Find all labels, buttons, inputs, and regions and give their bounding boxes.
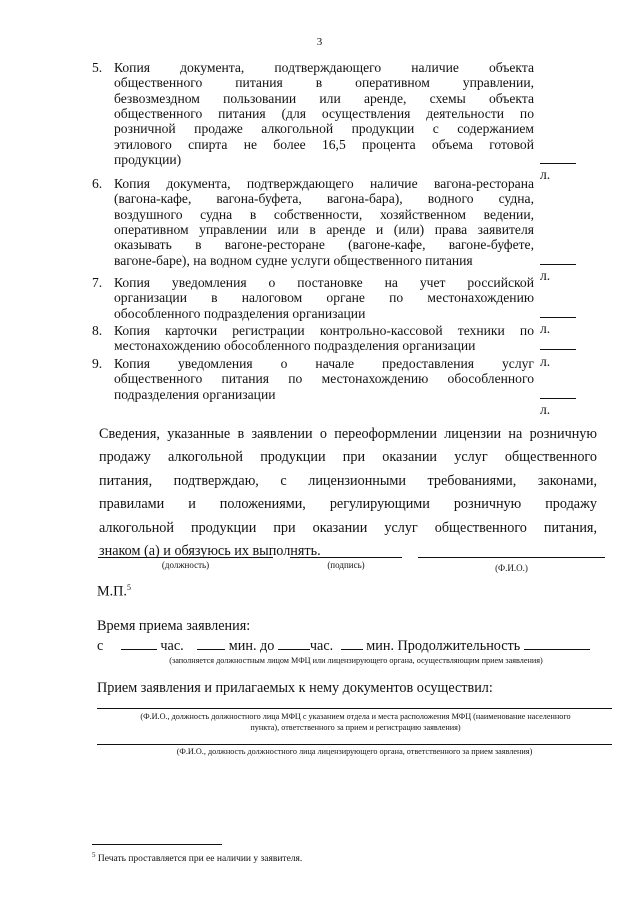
page-count-unit: л. [540, 401, 551, 417]
declaration-line: знаком (а) и обязуюсь их выполнять. [99, 543, 321, 560]
fio-line[interactable] [418, 557, 605, 558]
item-text-line: Копия карточки регистрации контрольно-кассовой техники по [114, 323, 534, 338]
item-text-line: Копия документа, подтверждающего наличие объекта [114, 60, 534, 75]
footnote-separator [92, 844, 222, 845]
item-text-line: Копия уведомления о постановке на учет российской [114, 275, 534, 290]
page-count-blank[interactable] [540, 338, 576, 350]
mfc-officer-caption: (Ф.И.О., должность должностного лица МФЦ с указанием отдела и места расположения МФЦ (наименование населенного пункта), ответственного за прием и регистрацию заявления) [140, 712, 571, 732]
item-text-line: этилового спирта не более 16,5 процента объема готовой [114, 136, 534, 152]
item-number: 5. [92, 60, 103, 75]
duration-field[interactable] [524, 637, 590, 650]
item-text-line: воздушного судна в собственности, хозяйственном ведении, [114, 206, 534, 222]
declaration-line: правилами и положениями, регулирующими розничную продажу [99, 496, 597, 513]
accepted-title: Прием заявления и прилагаемых к нему документов осуществил: [97, 680, 493, 696]
item-number: 6. [92, 176, 103, 191]
item-text-line: общественного питания по местонахождению обособленного [114, 371, 534, 387]
page-count-unit: л. [540, 320, 551, 336]
page-number: 3 [316, 36, 323, 48]
footnote-ref: 5 [126, 583, 131, 592]
reception-note: (заполняется должностным лицом МФЦ или лицензирующего органа, осуществляющим прием заявления) [169, 656, 543, 665]
item-text-line: продукции) [114, 151, 182, 167]
item-text-line: Копия документа, подтверждающего наличие вагона-ресторана [114, 176, 534, 191]
signature-caption: (подпись) [327, 560, 365, 570]
page-count-blank[interactable] [540, 387, 576, 399]
page-count-unit: л. [540, 353, 551, 369]
licensing-officer-line[interactable] [97, 744, 612, 745]
item-text-line: оказывать в вагоне-ресторане (вагоне-кафе, вагоне-буфете, [114, 237, 534, 253]
page-count-blank[interactable] [540, 306, 576, 318]
position-line[interactable] [98, 557, 273, 558]
page-count-blank[interactable] [540, 253, 576, 265]
page-count-blank[interactable] [540, 152, 576, 164]
item-number: 8. [92, 323, 103, 338]
reception-time-title: Время приема заявления: [97, 618, 251, 634]
item-text-line: розничной продаже алкогольной продукции с содержанием [114, 121, 534, 137]
footnote: $^5$ Печать проставляется при ее наличии у заявителя. [92, 851, 303, 865]
item-text-line: общественного питания (для осуществления деятельности по [114, 105, 534, 121]
page-count-field[interactable] [540, 387, 597, 418]
licensing-officer-caption: (Ф.И.О., должность должностного лица лицензирующего органа, ответственного за прием заявления) [176, 747, 533, 756]
page-count-field[interactable] [540, 253, 597, 284]
page-count-field[interactable] [540, 338, 597, 369]
end-minutes-field[interactable] [341, 637, 363, 650]
item-number: 7. [92, 275, 103, 290]
item-text-line: подразделения организации [114, 386, 276, 402]
stamp-place: М.П.$^5$ [97, 583, 131, 600]
start-minutes-field[interactable] [197, 637, 225, 650]
item-text-line: вагоне-баре), на водном судне услуги общественного питания [114, 252, 473, 268]
position-caption: (должность) [161, 560, 210, 570]
page-count-unit: л. [540, 267, 551, 283]
item-text-line: безвозмездном пользовании или аренде, схемы объекта [114, 90, 534, 106]
declaration-paragraph [99, 423, 597, 563]
item-text-line: (вагона-кафе, вагона-буфета, вагона-бара), водного судна, [114, 191, 534, 207]
item-text-line: обособленного подразделения организации [114, 305, 366, 321]
reception-time-row: с час. мин. до час. мин. Продолжительность [97, 637, 615, 655]
start-hours-field[interactable] [121, 637, 157, 650]
item-text-line: местонахождению обособленного подразделения организации [114, 338, 476, 354]
item-text-line: организации в налоговом органе по местонахождению [114, 290, 534, 306]
item-text-line: общественного питания в оперативном управлении, [114, 75, 534, 91]
declaration-line: питания, подтверждаю, с лицензионными требованиями, законами, [99, 472, 597, 489]
page-count-field[interactable] [540, 152, 597, 183]
page-count-unit: л. [540, 167, 551, 183]
declaration-line: алкогольной продукции при оказании услуг общественного питания, [99, 519, 597, 536]
declaration-line: Сведения, указанные в заявлении о переоформлении лицензии на розничную [99, 426, 597, 442]
item-text-line: оперативном управлении или в аренде и (или) права заявителя [114, 221, 534, 237]
signature-line[interactable] [290, 557, 402, 558]
end-hours-field[interactable] [278, 637, 310, 650]
item-text-line: Копия уведомления о начале предоставления услуг [114, 356, 534, 371]
mfc-officer-line[interactable] [97, 708, 612, 709]
declaration-line: продажу алкогольной продукции при оказании услуг общественного [99, 449, 597, 466]
fio-caption: (Ф.И.О.) [495, 563, 528, 573]
page-count-field[interactable] [540, 306, 597, 337]
item-number: 9. [92, 356, 103, 371]
